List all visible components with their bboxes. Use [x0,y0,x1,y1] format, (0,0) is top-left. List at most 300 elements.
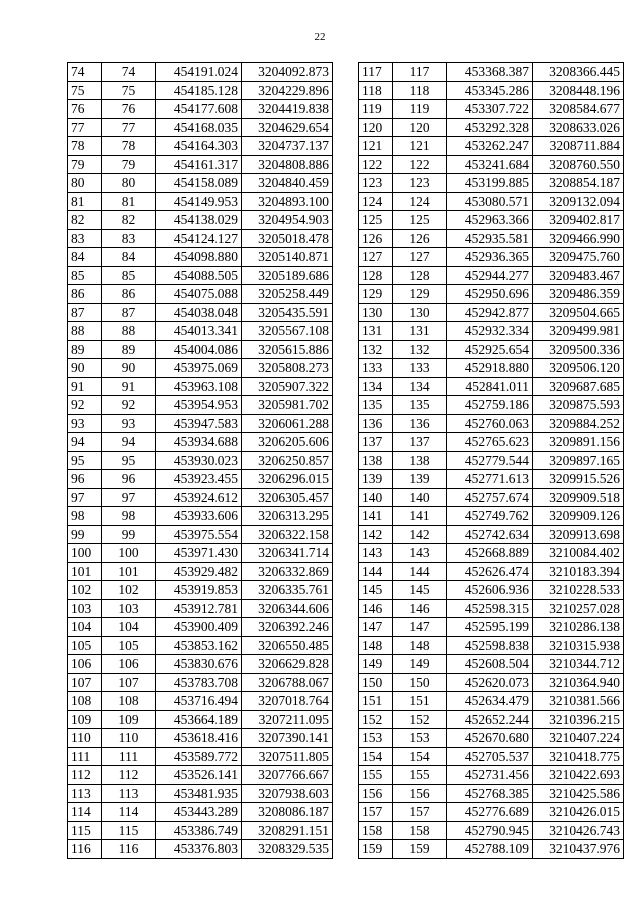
point-number-cell: 137 [359,433,393,452]
point-number-cell: 141 [359,507,393,526]
x-coordinate-cell: 453963.108 [156,377,242,396]
table-row [68,229,333,248]
point-number-cell: 121 [359,137,393,156]
x-coordinate-cell: 453975.069 [156,359,242,378]
x-coordinate-cell: 453933.606 [156,507,242,526]
x-coordinate-cell: 453386.749 [156,821,242,840]
vertex-number-cell: 109 [102,710,156,729]
point-number-cell: 101 [68,562,102,581]
y-coordinate-cell: 3206061.288 [242,414,333,433]
vertex-number-cell: 147 [393,618,447,637]
vertex-number-cell: 93 [102,414,156,433]
table-row [68,322,333,341]
x-coordinate-cell: 452788.109 [447,840,533,859]
table-row [359,655,624,674]
table-row [68,636,333,655]
point-number-cell: 118 [359,81,393,100]
x-coordinate-cell: 453292.328 [447,118,533,137]
vertex-number-cell: 158 [393,821,447,840]
y-coordinate-cell: 3209504.665 [533,303,624,322]
y-coordinate-cell: 3209506.120 [533,359,624,378]
vertex-number-cell: 104 [102,618,156,637]
x-coordinate-cell: 453783.708 [156,673,242,692]
table-row [359,303,624,322]
point-number-cell: 79 [68,155,102,174]
vertex-number-cell: 148 [393,636,447,655]
y-coordinate-cell: 3209499.981 [533,322,624,341]
point-number-cell: 97 [68,488,102,507]
x-coordinate-cell: 452598.838 [447,636,533,655]
table-row [68,840,333,859]
x-coordinate-cell: 453241.684 [447,155,533,174]
table-row [68,100,333,119]
point-number-cell: 115 [68,821,102,840]
point-number-cell: 88 [68,322,102,341]
table-row [359,118,624,137]
table-row [359,470,624,489]
y-coordinate-cell: 3209909.126 [533,507,624,526]
table-row [359,377,624,396]
point-number-cell: 80 [68,174,102,193]
table-row [68,562,333,581]
point-number-cell: 91 [68,377,102,396]
coordinate-table-left [67,62,333,859]
point-number-cell: 105 [68,636,102,655]
x-coordinate-cell: 453975.554 [156,525,242,544]
x-coordinate-cell: 452608.504 [447,655,533,674]
point-number-cell: 90 [68,359,102,378]
x-coordinate-cell: 452606.936 [447,581,533,600]
y-coordinate-cell: 3206629.828 [242,655,333,674]
x-coordinate-cell: 453526.141 [156,766,242,785]
x-coordinate-cell: 452731.456 [447,766,533,785]
y-coordinate-cell: 3204893.100 [242,192,333,211]
x-coordinate-cell: 453853.162 [156,636,242,655]
y-coordinate-cell: 3210426.015 [533,803,624,822]
x-coordinate-cell: 453971.430 [156,544,242,563]
x-coordinate-cell: 453618.416 [156,729,242,748]
x-coordinate-cell: 452771.613 [447,470,533,489]
point-number-cell: 148 [359,636,393,655]
table-row [359,433,624,452]
table-row [359,692,624,711]
point-number-cell: 130 [359,303,393,322]
point-number-cell: 76 [68,100,102,119]
point-number-cell: 106 [68,655,102,674]
y-coordinate-cell: 3208329.535 [242,840,333,859]
table-row [68,599,333,618]
vertex-number-cell: 92 [102,396,156,415]
vertex-number-cell: 139 [393,470,447,489]
table-row [359,821,624,840]
y-coordinate-cell: 3207390.141 [242,729,333,748]
x-coordinate-cell: 453900.409 [156,618,242,637]
vertex-number-cell: 95 [102,451,156,470]
table-row [68,414,333,433]
point-number-cell: 108 [68,692,102,711]
vertex-number-cell: 116 [102,840,156,859]
table-row [359,340,624,359]
table-row [359,414,624,433]
y-coordinate-cell: 3210396.215 [533,710,624,729]
vertex-number-cell: 85 [102,266,156,285]
table-row [359,710,624,729]
y-coordinate-cell: 3209913.698 [533,525,624,544]
x-coordinate-cell: 454013.341 [156,322,242,341]
point-number-cell: 74 [68,63,102,82]
vertex-number-cell: 135 [393,396,447,415]
y-coordinate-cell: 3205567.108 [242,322,333,341]
point-number-cell: 92 [68,396,102,415]
x-coordinate-cell: 452759.186 [447,396,533,415]
table-row [68,692,333,711]
vertex-number-cell: 131 [393,322,447,341]
point-number-cell: 140 [359,488,393,507]
x-coordinate-cell: 452598.315 [447,599,533,618]
point-number-cell: 110 [68,729,102,748]
vertex-number-cell: 91 [102,377,156,396]
y-coordinate-cell: 3207938.603 [242,784,333,803]
vertex-number-cell: 122 [393,155,447,174]
vertex-number-cell: 159 [393,840,447,859]
x-coordinate-cell: 452626.474 [447,562,533,581]
table-row [359,100,624,119]
table-row [68,710,333,729]
point-number-cell: 99 [68,525,102,544]
y-coordinate-cell: 3204629.654 [242,118,333,137]
x-coordinate-cell: 454075.088 [156,285,242,304]
x-coordinate-cell: 452760.063 [447,414,533,433]
vertex-number-cell: 127 [393,248,447,267]
point-number-cell: 82 [68,211,102,230]
y-coordinate-cell: 3210315.938 [533,636,624,655]
point-number-cell: 86 [68,285,102,304]
vertex-number-cell: 100 [102,544,156,563]
point-number-cell: 133 [359,359,393,378]
table-row [68,155,333,174]
y-coordinate-cell: 3209884.252 [533,414,624,433]
vertex-number-cell: 154 [393,747,447,766]
x-coordinate-cell: 452936.365 [447,248,533,267]
vertex-number-cell: 145 [393,581,447,600]
vertex-number-cell: 144 [393,562,447,581]
vertex-number-cell: 96 [102,470,156,489]
y-coordinate-cell: 3207211.095 [242,710,333,729]
y-coordinate-cell: 3210425.586 [533,784,624,803]
vertex-number-cell: 125 [393,211,447,230]
point-number-cell: 84 [68,248,102,267]
point-number-cell: 83 [68,229,102,248]
y-coordinate-cell: 3207511.805 [242,747,333,766]
point-number-cell: 122 [359,155,393,174]
y-coordinate-cell: 3209475.760 [533,248,624,267]
table-row [68,433,333,452]
vertex-number-cell: 157 [393,803,447,822]
x-coordinate-cell: 452841.011 [447,377,533,396]
x-coordinate-cell: 452935.581 [447,229,533,248]
y-coordinate-cell: 3204419.838 [242,100,333,119]
y-coordinate-cell: 3210344.712 [533,655,624,674]
point-number-cell: 98 [68,507,102,526]
vertex-number-cell: 118 [393,81,447,100]
y-coordinate-cell: 3209875.593 [533,396,624,415]
y-coordinate-cell: 3210437.976 [533,840,624,859]
x-coordinate-cell: 453919.853 [156,581,242,600]
x-coordinate-cell: 453947.583 [156,414,242,433]
y-coordinate-cell: 3210084.402 [533,544,624,563]
x-coordinate-cell: 454038.048 [156,303,242,322]
y-coordinate-cell: 3206332.869 [242,562,333,581]
table-row [359,618,624,637]
y-coordinate-cell: 3210426.743 [533,821,624,840]
point-number-cell: 134 [359,377,393,396]
x-coordinate-cell: 452620.073 [447,673,533,692]
x-coordinate-cell: 452950.696 [447,285,533,304]
y-coordinate-cell: 3208291.151 [242,821,333,840]
table-row [68,673,333,692]
x-coordinate-cell: 452595.199 [447,618,533,637]
point-number-cell: 135 [359,396,393,415]
point-number-cell: 153 [359,729,393,748]
x-coordinate-cell: 454124.127 [156,229,242,248]
y-coordinate-cell: 3209483.467 [533,266,624,285]
y-coordinate-cell: 3210183.394 [533,562,624,581]
point-number-cell: 93 [68,414,102,433]
vertex-number-cell: 90 [102,359,156,378]
x-coordinate-cell: 454004.086 [156,340,242,359]
vertex-number-cell: 134 [393,377,447,396]
table-row [68,451,333,470]
y-coordinate-cell: 3206305.457 [242,488,333,507]
x-coordinate-cell: 452932.334 [447,322,533,341]
vertex-number-cell: 153 [393,729,447,748]
table-row [359,673,624,692]
table-row [68,192,333,211]
vertex-number-cell: 106 [102,655,156,674]
point-number-cell: 139 [359,470,393,489]
point-number-cell: 75 [68,81,102,100]
vertex-number-cell: 107 [102,673,156,692]
point-number-cell: 89 [68,340,102,359]
table-row [359,729,624,748]
vertex-number-cell: 132 [393,340,447,359]
table-row [68,784,333,803]
table-row [68,655,333,674]
y-coordinate-cell: 3210422.693 [533,766,624,785]
vertex-number-cell: 126 [393,229,447,248]
vertex-number-cell: 156 [393,784,447,803]
x-coordinate-cell: 453589.772 [156,747,242,766]
x-coordinate-cell: 452765.623 [447,433,533,452]
table-row [68,821,333,840]
table-row [359,636,624,655]
point-number-cell: 119 [359,100,393,119]
point-number-cell: 129 [359,285,393,304]
table-row [359,285,624,304]
x-coordinate-cell: 452742.634 [447,525,533,544]
x-coordinate-cell: 452768.385 [447,784,533,803]
y-coordinate-cell: 3205907.322 [242,377,333,396]
table-row [359,174,624,193]
x-coordinate-cell: 453262.247 [447,137,533,156]
vertex-number-cell: 98 [102,507,156,526]
point-number-cell: 131 [359,322,393,341]
x-coordinate-cell: 452705.537 [447,747,533,766]
y-coordinate-cell: 3206313.295 [242,507,333,526]
vertex-number-cell: 136 [393,414,447,433]
y-coordinate-cell: 3205435.591 [242,303,333,322]
vertex-number-cell: 80 [102,174,156,193]
x-coordinate-cell: 454098.880 [156,248,242,267]
table-row [68,507,333,526]
vertex-number-cell: 115 [102,821,156,840]
point-number-cell: 100 [68,544,102,563]
y-coordinate-cell: 3208086.187 [242,803,333,822]
point-number-cell: 125 [359,211,393,230]
table-row [359,803,624,822]
x-coordinate-cell: 452790.945 [447,821,533,840]
y-coordinate-cell: 3210257.028 [533,599,624,618]
table-row [68,747,333,766]
y-coordinate-cell: 3210418.775 [533,747,624,766]
vertex-number-cell: 113 [102,784,156,803]
x-coordinate-cell: 453443.289 [156,803,242,822]
point-number-cell: 95 [68,451,102,470]
vertex-number-cell: 120 [393,118,447,137]
y-coordinate-cell: 3209402.817 [533,211,624,230]
point-number-cell: 150 [359,673,393,692]
y-coordinate-cell: 3206550.485 [242,636,333,655]
point-number-cell: 116 [68,840,102,859]
vertex-number-cell: 75 [102,81,156,100]
table-row [68,63,333,82]
point-number-cell: 102 [68,581,102,600]
table-row [68,766,333,785]
point-number-cell: 128 [359,266,393,285]
vertex-number-cell: 108 [102,692,156,711]
table-row [68,377,333,396]
x-coordinate-cell: 454164.303 [156,137,242,156]
point-number-cell: 147 [359,618,393,637]
point-number-cell: 120 [359,118,393,137]
vertex-number-cell: 129 [393,285,447,304]
point-number-cell: 136 [359,414,393,433]
table-row [359,266,624,285]
point-number-cell: 124 [359,192,393,211]
point-number-cell: 158 [359,821,393,840]
table-row [68,211,333,230]
table-row [68,340,333,359]
table-row [359,192,624,211]
x-coordinate-cell: 452944.277 [447,266,533,285]
vertex-number-cell: 88 [102,322,156,341]
y-coordinate-cell: 3209486.359 [533,285,624,304]
x-coordinate-cell: 453912.781 [156,599,242,618]
vertex-number-cell: 111 [102,747,156,766]
y-coordinate-cell: 3208711.884 [533,137,624,156]
vertex-number-cell: 124 [393,192,447,211]
y-coordinate-cell: 3206392.246 [242,618,333,637]
x-coordinate-cell: 453376.803 [156,840,242,859]
x-coordinate-cell: 453080.571 [447,192,533,211]
table-row [68,618,333,637]
x-coordinate-cell: 452779.544 [447,451,533,470]
vertex-number-cell: 103 [102,599,156,618]
x-coordinate-cell: 452749.762 [447,507,533,526]
table-row [68,525,333,544]
table-row [68,118,333,137]
table-row [359,766,624,785]
point-number-cell: 154 [359,747,393,766]
table-row [359,155,624,174]
vertex-number-cell: 142 [393,525,447,544]
x-coordinate-cell: 452652.244 [447,710,533,729]
x-coordinate-cell: 453930.023 [156,451,242,470]
point-number-cell: 126 [359,229,393,248]
table-row [68,137,333,156]
y-coordinate-cell: 3206341.714 [242,544,333,563]
vertex-number-cell: 94 [102,433,156,452]
y-coordinate-cell: 3205808.273 [242,359,333,378]
vertex-number-cell: 81 [102,192,156,211]
y-coordinate-cell: 3205615.886 [242,340,333,359]
table-row [68,581,333,600]
point-number-cell: 77 [68,118,102,137]
vertex-number-cell: 87 [102,303,156,322]
x-coordinate-cell: 454161.317 [156,155,242,174]
vertex-number-cell: 83 [102,229,156,248]
table-row [68,803,333,822]
vertex-number-cell: 123 [393,174,447,193]
vertex-number-cell: 86 [102,285,156,304]
vertex-number-cell: 78 [102,137,156,156]
table-row [68,266,333,285]
point-number-cell: 152 [359,710,393,729]
table-row [68,359,333,378]
point-number-cell: 159 [359,840,393,859]
vertex-number-cell: 79 [102,155,156,174]
point-number-cell: 85 [68,266,102,285]
y-coordinate-cell: 3209891.156 [533,433,624,452]
y-coordinate-cell: 3205981.702 [242,396,333,415]
vertex-number-cell: 119 [393,100,447,119]
vertex-number-cell: 82 [102,211,156,230]
y-coordinate-cell: 3210228.533 [533,581,624,600]
vertex-number-cell: 128 [393,266,447,285]
point-number-cell: 96 [68,470,102,489]
y-coordinate-cell: 3209915.526 [533,470,624,489]
x-coordinate-cell: 453716.494 [156,692,242,711]
table-row [68,729,333,748]
y-coordinate-cell: 3206344.606 [242,599,333,618]
point-number-cell: 156 [359,784,393,803]
x-coordinate-cell: 453345.286 [447,81,533,100]
vertex-number-cell: 84 [102,248,156,267]
x-coordinate-cell: 452942.877 [447,303,533,322]
point-number-cell: 127 [359,248,393,267]
table-row [68,470,333,489]
y-coordinate-cell: 3206250.857 [242,451,333,470]
table-row [68,303,333,322]
y-coordinate-cell: 3204092.873 [242,63,333,82]
y-coordinate-cell: 3204808.886 [242,155,333,174]
x-coordinate-cell: 452925.654 [447,340,533,359]
x-coordinate-cell: 452670.680 [447,729,533,748]
point-number-cell: 109 [68,710,102,729]
point-number-cell: 78 [68,137,102,156]
x-coordinate-cell: 453923.455 [156,470,242,489]
vertex-number-cell: 155 [393,766,447,785]
